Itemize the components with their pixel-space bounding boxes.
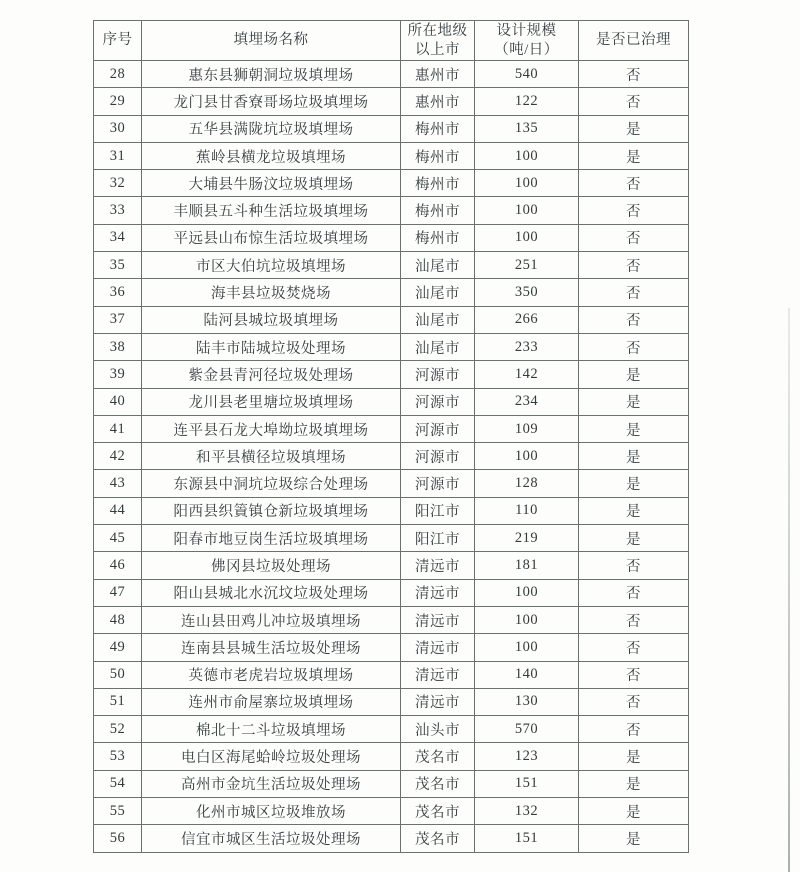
landfill-name-cell: 惠东县狮朝洞垃圾填埋场	[142, 61, 401, 88]
table-row	[94, 252, 689, 279]
city-cell: 汕尾市	[401, 252, 475, 279]
city-cell: 河源市	[401, 361, 475, 388]
city-cell: 河源市	[401, 415, 475, 442]
city-cell: 茂名市	[401, 743, 475, 770]
city-cell: 清远市	[401, 634, 475, 661]
table-row	[94, 224, 689, 251]
table-row	[94, 716, 689, 743]
landfill-name-cell: 大埔县牛肠汶垃圾填埋场	[142, 170, 401, 197]
capacity-cell: 123	[475, 743, 579, 770]
city-cell: 清远市	[401, 661, 475, 688]
city-cell: 汕头市	[401, 716, 475, 743]
landfill-name-cell: 阳西县织篢镇仓新垃圾填埋场	[142, 497, 401, 524]
capacity-cell: 109	[475, 415, 579, 442]
table-row	[94, 443, 689, 470]
city-cell: 茂名市	[401, 798, 475, 825]
treated-status-cell: 否	[579, 688, 689, 715]
city-cell: 茂名市	[401, 770, 475, 797]
treated-status-cell: 否	[579, 606, 689, 633]
table-row	[94, 361, 689, 388]
treated-status-cell: 否	[579, 661, 689, 688]
treated-status-cell: 否	[579, 552, 689, 579]
city-cell: 梅州市	[401, 197, 475, 224]
treated-status-cell: 否	[579, 61, 689, 88]
landfill-name-cell: 电白区海尾蛤岭垃圾处理场	[142, 743, 401, 770]
row-number-cell: 50	[94, 661, 142, 688]
city-cell: 惠州市	[401, 88, 475, 115]
header-col-no: 序号	[94, 21, 142, 61]
city-cell: 河源市	[401, 388, 475, 415]
table-row	[94, 743, 689, 770]
landfill-name-cell: 棉北十二斗垃圾填埋场	[142, 716, 401, 743]
table-row	[94, 61, 689, 88]
landfill-name-cell: 化州市城区垃圾堆放场	[142, 798, 401, 825]
city-cell: 阳江市	[401, 525, 475, 552]
treated-status-cell: 否	[579, 197, 689, 224]
row-number-cell: 31	[94, 142, 142, 169]
capacity-cell: 100	[475, 579, 579, 606]
capacity-cell: 100	[475, 634, 579, 661]
capacity-cell: 142	[475, 361, 579, 388]
row-number-cell: 49	[94, 634, 142, 661]
row-number-cell: 30	[94, 115, 142, 142]
table-row	[94, 142, 689, 169]
landfill-name-cell: 信宜市城区生活垃圾处理场	[142, 825, 401, 852]
table-row	[94, 688, 689, 715]
row-number-cell: 34	[94, 224, 142, 251]
capacity-cell: 234	[475, 388, 579, 415]
row-number-cell: 41	[94, 415, 142, 442]
capacity-cell: 100	[475, 606, 579, 633]
landfill-name-cell: 丰顺县五斗种生活垃圾填埋场	[142, 197, 401, 224]
treated-status-cell: 是	[579, 770, 689, 797]
row-number-cell: 46	[94, 552, 142, 579]
treated-status-cell: 否	[579, 579, 689, 606]
city-cell: 汕尾市	[401, 279, 475, 306]
landfill-name-cell: 高州市金坑生活垃圾处理场	[142, 770, 401, 797]
row-number-cell: 35	[94, 252, 142, 279]
capacity-cell: 135	[475, 115, 579, 142]
landfill-name-cell: 紫金县青河径垃圾处理场	[142, 361, 401, 388]
row-number-cell: 54	[94, 770, 142, 797]
capacity-cell: 100	[475, 197, 579, 224]
landfill-name-cell: 阳春市地豆岗生活垃圾填埋场	[142, 525, 401, 552]
capacity-cell: 266	[475, 306, 579, 333]
row-number-cell: 55	[94, 798, 142, 825]
city-cell: 清远市	[401, 552, 475, 579]
capacity-cell: 100	[475, 443, 579, 470]
table-row	[94, 661, 689, 688]
table-row	[94, 634, 689, 661]
capacity-cell: 110	[475, 497, 579, 524]
treated-status-cell: 是	[579, 115, 689, 142]
row-number-cell: 44	[94, 497, 142, 524]
row-number-cell: 45	[94, 525, 142, 552]
landfill-name-cell: 龙川县老里塘垃圾填埋场	[142, 388, 401, 415]
row-number-cell: 56	[94, 825, 142, 852]
row-number-cell: 42	[94, 443, 142, 470]
row-number-cell: 32	[94, 170, 142, 197]
capacity-cell: 151	[475, 770, 579, 797]
landfill-name-cell: 市区大伯坑垃圾填埋场	[142, 252, 401, 279]
treated-status-cell: 否	[579, 306, 689, 333]
landfill-name-cell: 连南县县城生活垃圾处理场	[142, 634, 401, 661]
capacity-cell: 132	[475, 798, 579, 825]
landfill-name-cell: 连平县石龙大埠坳垃圾填埋场	[142, 415, 401, 442]
row-number-cell: 36	[94, 279, 142, 306]
table-header-row	[94, 21, 689, 61]
row-number-cell: 47	[94, 579, 142, 606]
landfill-name-cell: 陆河县城垃圾填埋场	[142, 306, 401, 333]
row-number-cell: 43	[94, 470, 142, 497]
city-cell: 河源市	[401, 470, 475, 497]
row-number-cell: 37	[94, 306, 142, 333]
header-col-city: 所在地级 以上市	[401, 21, 475, 61]
treated-status-cell: 否	[579, 716, 689, 743]
treated-status-cell: 否	[579, 252, 689, 279]
landfill-name-cell: 连山县田鸡儿冲垃圾填埋场	[142, 606, 401, 633]
row-number-cell: 39	[94, 361, 142, 388]
treated-status-cell: 是	[579, 497, 689, 524]
city-cell: 惠州市	[401, 61, 475, 88]
city-cell: 汕尾市	[401, 333, 475, 360]
city-cell: 茂名市	[401, 825, 475, 852]
table-row	[94, 579, 689, 606]
treated-status-cell: 是	[579, 443, 689, 470]
capacity-cell: 130	[475, 688, 579, 715]
table-row	[94, 197, 689, 224]
city-cell: 河源市	[401, 443, 475, 470]
treated-status-cell: 是	[579, 470, 689, 497]
city-cell: 梅州市	[401, 170, 475, 197]
row-number-cell: 48	[94, 606, 142, 633]
header-col-name: 填埋场名称	[142, 21, 401, 61]
capacity-cell: 540	[475, 61, 579, 88]
header-col-capacity: 设计规模 （吨/日）	[475, 21, 579, 61]
capacity-cell: 140	[475, 661, 579, 688]
row-number-cell: 29	[94, 88, 142, 115]
treated-status-cell: 是	[579, 525, 689, 552]
table-row	[94, 525, 689, 552]
treated-status-cell: 是	[579, 388, 689, 415]
capacity-cell: 181	[475, 552, 579, 579]
table-row	[94, 306, 689, 333]
table-row	[94, 606, 689, 633]
capacity-cell: 100	[475, 142, 579, 169]
landfill-name-cell: 东源县中洞坑垃圾综合处理场	[142, 470, 401, 497]
table-row	[94, 415, 689, 442]
capacity-cell: 251	[475, 252, 579, 279]
row-number-cell: 40	[94, 388, 142, 415]
landfill-name-cell: 陆丰市陆城垃圾处理场	[142, 333, 401, 360]
capacity-cell: 233	[475, 333, 579, 360]
city-cell: 梅州市	[401, 115, 475, 142]
table-row	[94, 798, 689, 825]
row-number-cell: 53	[94, 743, 142, 770]
row-number-cell: 52	[94, 716, 142, 743]
landfill-name-cell: 和平县横径垃圾填埋场	[142, 443, 401, 470]
row-number-cell: 51	[94, 688, 142, 715]
landfill-name-cell: 阳山县城北水沉坟垃圾处理场	[142, 579, 401, 606]
table-row	[94, 388, 689, 415]
city-cell: 清远市	[401, 606, 475, 633]
landfill-name-cell: 佛冈县垃圾处理场	[142, 552, 401, 579]
treated-status-cell: 否	[579, 333, 689, 360]
city-cell: 清远市	[401, 688, 475, 715]
treated-status-cell: 是	[579, 361, 689, 388]
header-col-treated: 是否已治理	[579, 21, 689, 61]
capacity-cell: 100	[475, 224, 579, 251]
table-row	[94, 825, 689, 852]
capacity-cell: 128	[475, 470, 579, 497]
landfill-name-cell: 海丰县垃圾焚烧场	[142, 279, 401, 306]
landfill-name-cell: 连州市俞屋寨垃圾填埋场	[142, 688, 401, 715]
landfill-name-cell: 英德市老虎岩垃圾填埋场	[142, 661, 401, 688]
treated-status-cell: 否	[579, 224, 689, 251]
treated-status-cell: 否	[579, 634, 689, 661]
capacity-cell: 122	[475, 88, 579, 115]
city-cell: 清远市	[401, 579, 475, 606]
city-cell: 汕尾市	[401, 306, 475, 333]
city-cell: 梅州市	[401, 224, 475, 251]
treated-status-cell: 否	[579, 279, 689, 306]
city-cell: 梅州市	[401, 142, 475, 169]
scan-edge-artifact	[788, 308, 790, 872]
table-row	[94, 497, 689, 524]
treated-status-cell: 是	[579, 142, 689, 169]
capacity-cell: 100	[475, 170, 579, 197]
table-row	[94, 115, 689, 142]
treated-status-cell: 是	[579, 743, 689, 770]
treated-status-cell: 是	[579, 415, 689, 442]
row-number-cell: 33	[94, 197, 142, 224]
treated-status-cell: 是	[579, 825, 689, 852]
row-number-cell: 38	[94, 333, 142, 360]
landfill-name-cell: 龙门县甘香寮哥场垃圾填埋场	[142, 88, 401, 115]
table-row	[94, 333, 689, 360]
landfill-name-cell: 平远县山布惊生活垃圾填埋场	[142, 224, 401, 251]
capacity-cell: 350	[475, 279, 579, 306]
treated-status-cell: 是	[579, 798, 689, 825]
row-number-cell: 28	[94, 61, 142, 88]
landfill-table	[93, 20, 689, 853]
table-row	[94, 88, 689, 115]
table-row	[94, 170, 689, 197]
capacity-cell: 570	[475, 716, 579, 743]
table-row	[94, 470, 689, 497]
treated-status-cell: 否	[579, 88, 689, 115]
treated-status-cell: 否	[579, 170, 689, 197]
table-row	[94, 770, 689, 797]
landfill-name-cell: 蕉岭县横龙垃圾填埋场	[142, 142, 401, 169]
table-row	[94, 279, 689, 306]
landfill-name-cell: 五华县满陇坑垃圾填埋场	[142, 115, 401, 142]
capacity-cell: 219	[475, 525, 579, 552]
capacity-cell: 151	[475, 825, 579, 852]
table-row	[94, 552, 689, 579]
city-cell: 阳江市	[401, 497, 475, 524]
